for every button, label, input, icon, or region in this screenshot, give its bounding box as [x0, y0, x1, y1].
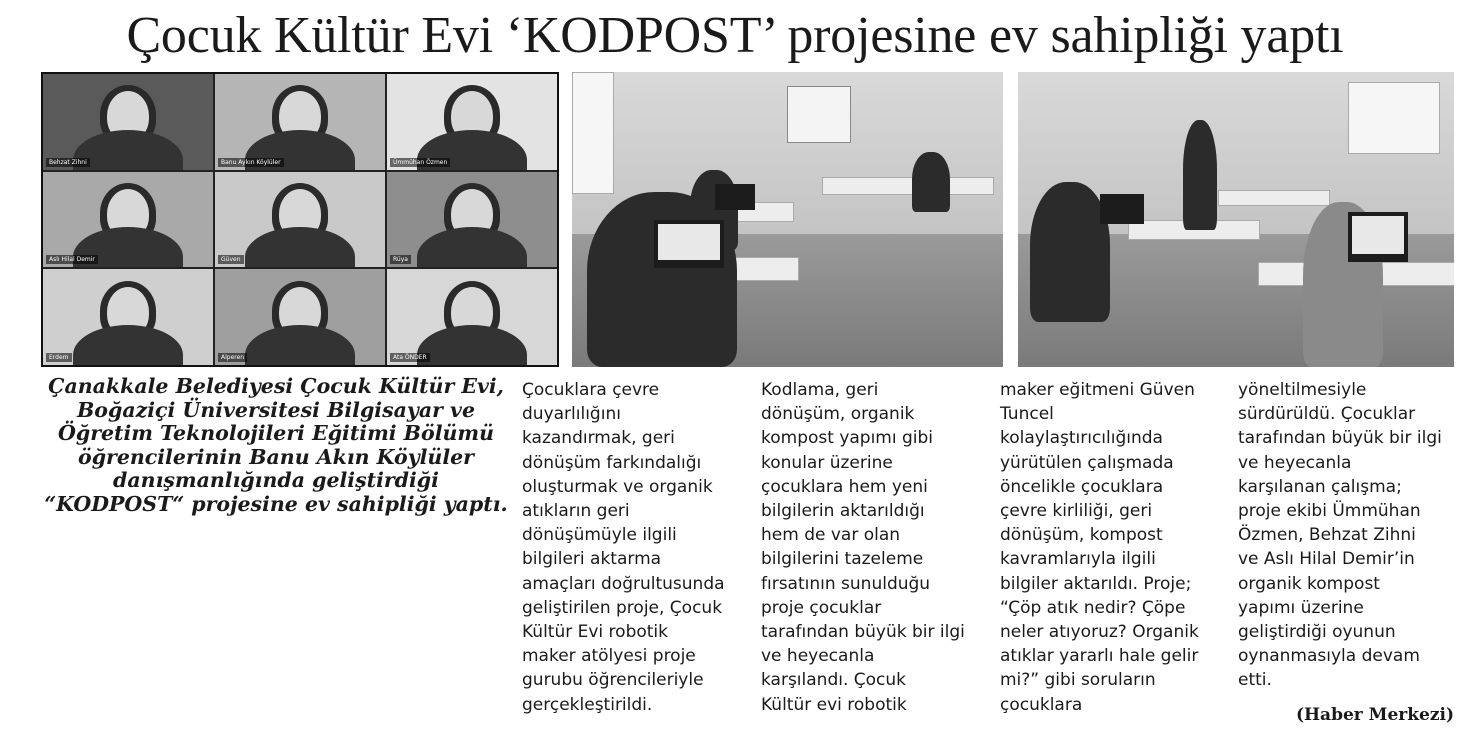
video-tile	[215, 74, 385, 170]
video-call-grid	[43, 74, 557, 365]
video-tile	[43, 269, 213, 365]
participant-name: Alperen	[218, 353, 247, 362]
article-column-3: maker eğitmeni Güven Tuncel kolaylaştırıcılığında yürütülen çalışmada öncelikle çocuklara çevre kirliliği, geri dönüşüm, kompost kavramlarıyla ilgili bilgiler aktarıldı. Proje; “Çöp atık nedir? Çöpe neler atıyoruz? Organik atıklar yararlı hale gelir mi?” gibi soruların çocuklara	[1000, 380, 1199, 715]
projection-screen	[787, 86, 851, 143]
video-tile	[387, 269, 557, 365]
article-column-4: yöneltilmesiyle sürdürüldü. Çocuklar tarafından büyük bir ilgi ve heyecanla karşılanan çalışma; proje ekibi Ümmühan Özmen, Behzat Zihni ve Aslı Hilal Demir’in organik kompost yapımı üzerine geliştirdiği oyunun oynanmasıyla devam etti.	[1238, 380, 1442, 691]
window	[572, 72, 614, 194]
participant-name: Erdem	[46, 353, 72, 362]
student	[1030, 182, 1110, 322]
video-tile	[387, 172, 557, 268]
participant-name: Ümmühan Özmen	[390, 158, 450, 167]
desk	[1218, 190, 1330, 206]
video-call-photo	[41, 72, 559, 367]
participant-name: Ata ÖNDER	[390, 353, 430, 362]
article-column-1: Çocuklara çevre duyarlılığını kazandırmak, geri dönüşüm farkındalığı oluşturmak ve organik atıkların geri dönüşümüyle ilgili bilgileri aktarma amaçları doğrultusunda geliştirilen proje, Çocuk Kültür Evi robotik maker atölyesi proje gurubu öğrencileriyle gerçekleştirildi.	[522, 380, 725, 715]
desk	[822, 177, 994, 195]
video-tile	[43, 74, 213, 170]
video-tile	[215, 269, 385, 365]
participant-name: Rüya	[390, 255, 411, 264]
video-tile	[387, 74, 557, 170]
student	[587, 192, 737, 367]
video-tile	[215, 172, 385, 268]
classroom-photo-1	[572, 72, 1003, 367]
headline: Çocuk Kültür Evi ‘KODPOST’ projesine ev sahipliği yaptı	[126, 7, 1344, 64]
participant-name: Banu Aykın Köylüler	[218, 158, 284, 167]
news-credit: (Haber Merkezi)	[1295, 705, 1454, 725]
laptop	[1100, 194, 1144, 224]
participant-name: Güven	[218, 255, 244, 264]
article-column-2: Kodlama, geri dönüşüm, organik kompost yapımı gibi konular üzerine çocuklara hem yeni bilgilerin aktarıldığı hem de var olan bilgilerini tazeleme fırsatının sunulduğu proje çocuklar tarafından büyük bir ilgi ve heyecanla karşılandı. Çocuk Kültür evi robotik	[761, 380, 965, 715]
laptop-screen	[1352, 216, 1404, 254]
classroom-photo-2	[1018, 72, 1454, 367]
lead-paragraph: Çanakkale Belediyesi Çocuk Kültür Evi, Boğaziçi Üniversitesi Bilgisayar ve Öğretim Teknolojileri Eğitimi Bölümü öğrencilerinin Banu Akın Köylüler danışmanlığında geliştirdiği “KODPOST“ projesine ev sahipliği yaptı.	[44, 374, 508, 516]
laptop	[715, 184, 755, 210]
video-tile	[43, 172, 213, 268]
participant-name: Behzat Zihni	[46, 158, 90, 167]
window	[1348, 82, 1440, 154]
instructor	[1183, 120, 1217, 230]
participant-name: Aslı Hilal Demir	[46, 255, 98, 264]
laptop-screen	[658, 224, 720, 260]
student	[912, 152, 950, 212]
